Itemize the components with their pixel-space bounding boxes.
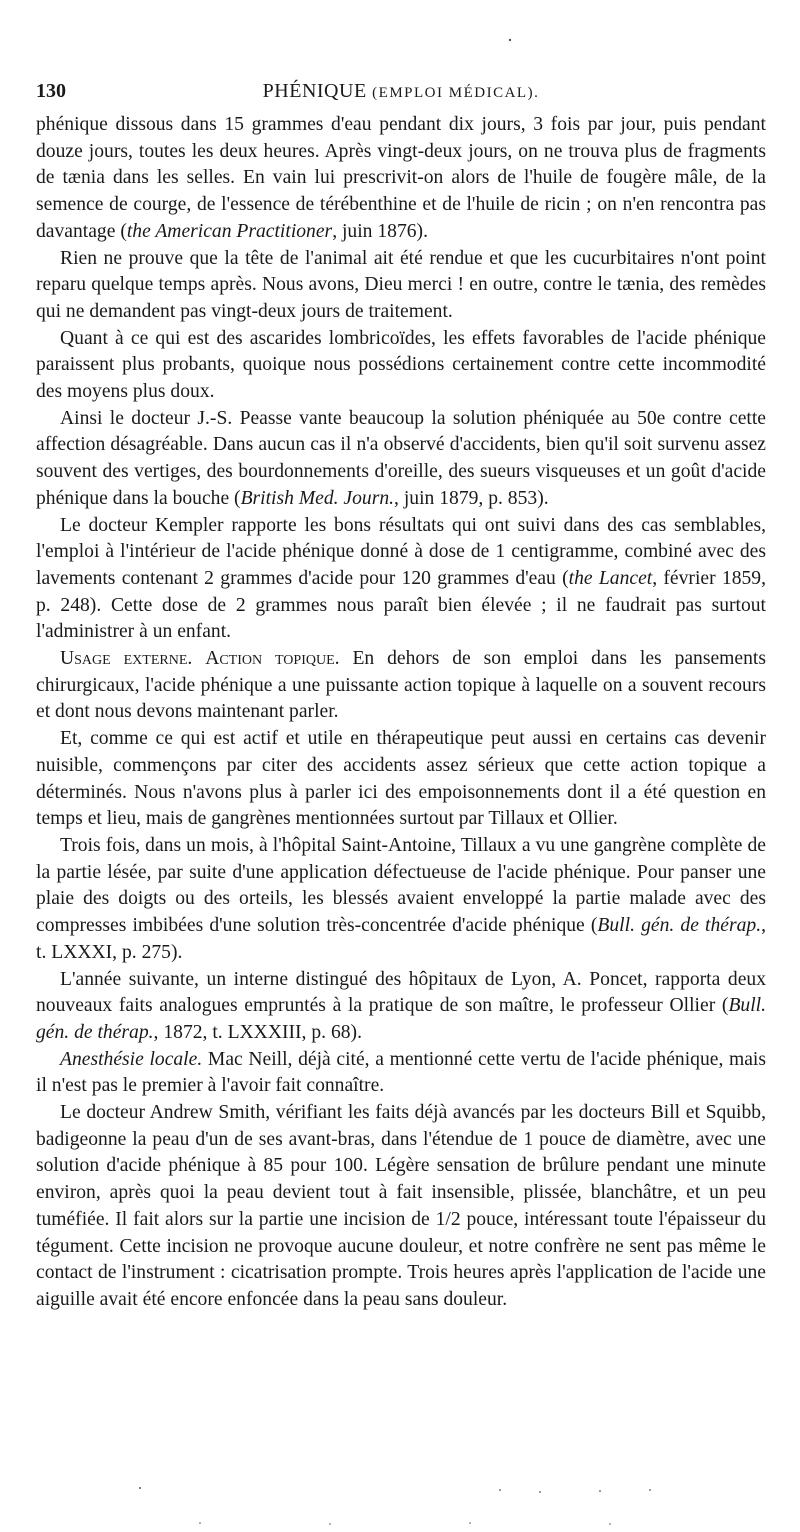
citation: British Med. Journ. — [240, 487, 395, 509]
paragraph-11: Le docteur Andrew Smith, vérifiant les faits déjà avancés par les docteurs Bill et Squibb, badigeonne la peau d'un de ses avant-bras, dans l'étendue de 1 pouce de diamètre, avec une solution d'acide phénique à 85 pour 100. Légère sensation de brûlure pendant une minute environ, après quoi la peau devient tout à fait insensible, plissée, blanchâtre, et un peu tuméfiée. Il fait alors sur la partie une incision de 1/2 pouce, intéressant toute l'épaisseur du tégument. Cette incision ne provoque aucune douleur, et notre confrère ne sent pas même le contact de l'instrument : cicatrisation prompte. Trois heures après l'application de l'acide une aiguille avait été encore enfoncée dans la peau sans douleur. — [36, 1102, 766, 1310]
citation: the American Practitioner — [126, 220, 333, 242]
paragraph-2: Rien ne prouve que la tête de l'animal ait été rendue et que les cucurbitaires n'ont point reparu quelque temps après. Nous avons, Dieu merci ! en outre, contre le tænia, des remèdes qui ne demandent pas vingt-deux jours de traitement. — [36, 247, 766, 322]
running-title — [36, 76, 766, 108]
section-label-action: Action topique. — [205, 648, 340, 670]
paragraph-9: L'année suivante, un interne distingué des hôpitaux de Lyon, A. Poncet, rapporta deux nouveaux faits analogues empruntés à la pratique de son maître, le professeur Ollier (Bull. gén. de thérap., 1872, t. LXXXIII, p. 68). — [36, 968, 766, 1043]
paragraph-1: phénique dissous dans 15 grammes d'eau pendant dix jours, 3 fois par jour, puis pendant douze jours, toutes les deux heures. Après vingt-deux jours, on ne trouva plus de fragments de tænia dans les selles. En vain lui prescrivit-on alors de l'huile de fougère mâle, de la semence de courge, de l'essence de térébenthine et de l'huile de ricin ; on n'en rencontra pas davantage (the American Practitioner, juin 1876). — [36, 114, 766, 242]
citation: the Lancet — [568, 567, 653, 589]
paragraph-7: Et, comme ce qui est actif et utile en thérapeutique peut aussi en certains cas devenir nuisible, commençons par citer des accidents assez sérieux que cette action topique a déterminés. Nous n'avons plus à parler ici des empoisonnements dont il a été question en temps et lieu, mais de gangrènes mentionnées surtout par Tillaux et Ollier. — [36, 728, 766, 830]
section-label-anesthesia: Anesthésie locale. — [60, 1048, 203, 1070]
running-title-main: PHÉNIQUE — [262, 80, 367, 102]
citation: Bull. gén. de thérap. — [36, 995, 766, 1043]
paragraph-6: Usage externe. Action topique. En dehors de son emploi dans les pansements chirurgicaux, l'acide phénique a une puissante action topique à laquelle on a souvent recours et dont nous devons maintenant parler. — [36, 648, 766, 723]
paragraph-8: Trois fois, dans un mois, à l'hôpital Saint-Antoine, Tillaux a vu une gangrène complète de la partie lésée, par suite d'une application défectueuse de l'acide phénique. Pour panser une plaie des doigts ou des orteils, les blessés avaient enveloppé la partie malade avec des compresses imbibées d'une solution très-concentrée d'acide phénique (Bull. gén. de thérap., t. LXXXI, p. 275). — [36, 834, 767, 963]
section-label-usage: Usage externe. — [60, 648, 193, 670]
running-header — [36, 76, 766, 106]
page-number: 130 — [36, 80, 66, 102]
paragraph-4: Ainsi le docteur J.-S. Peasse vante beaucoup la solution phéniquée au 50e contre cette affection désagréable. Dans aucun cas il n'a observé d'accidents, bien qu'il soit survenu assez souvent des vertiges, des bourdonnements d'oreille, des sueurs visqueuses et un goût d'acide phénique dans la bouche (British Med. Journ., juin 1879, p. 853). — [36, 407, 766, 509]
paragraph-10: Anesthésie locale. Mac Neill, déjà cité, a mentionné cette vertu de l'acide phénique, mais il n'est pas le premier à l'avoir fait connaître. — [36, 1048, 767, 1097]
running-title-sub: (EMPLOI MÉDICAL). — [372, 85, 540, 101]
body-text — [36, 112, 766, 1314]
paragraph-5: Le docteur Kempler rapporte les bons résultats qui ont suivi dans des cas semblables, l'emploi à l'intérieur de l'acide phénique donné à dose de 1 centigramme, combiné avec des lavements contenant 2 grammes d'acide pour 120 grammes d'eau (the Lancet, février 1859, p. 248). Cette dose de 2 grammes nous paraît bien élevée ; il ne faudrait pas surtout l'administrer à un enfant. — [36, 514, 766, 643]
citation: Bull. gén. de thérap. — [597, 915, 762, 937]
paragraph-3: Quant à ce qui est des ascarides lombricoïdes, les effets favorables de l'acide phénique paraissent plus probants, quoique nous possédions certainement contre cette incommodité des moyens plus doux. — [36, 327, 766, 403]
